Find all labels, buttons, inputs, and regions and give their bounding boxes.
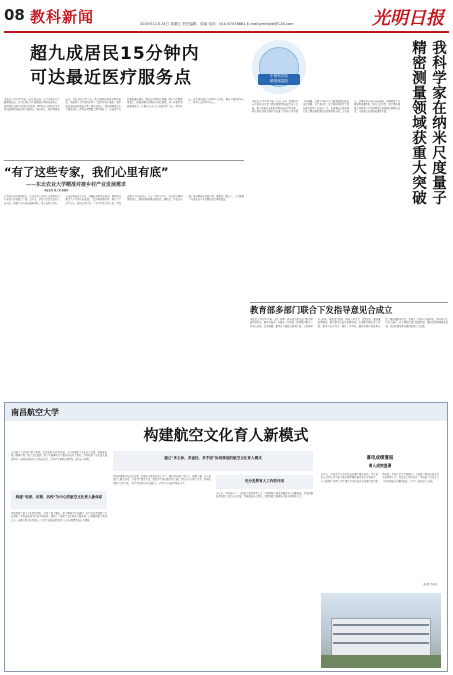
feature-kicker: 南昌航空大学 [11,408,59,417]
sidebar-byline: （孙 辉 尹佳欣） [421,583,439,586]
section-name: 教科新闻 [30,8,95,26]
article-agri-university [4,164,244,314]
section-heading: 充分发挥育人工作的作用 [216,475,313,489]
article-quantum-title: 我科学家在纳米尺度量子 精密测量领域获重大突破 [410,40,446,205]
trees [321,655,441,668]
feature-title: 构建航空文化育人新模式 [143,426,309,444]
precision-institute-badge [252,40,306,94]
article-medical-access [4,36,244,154]
byline: 本报记者 张士英 陈建军 [44,189,69,192]
article-title: “有了这些专家，我们心里有底” [4,165,169,179]
campus-photo [321,593,441,668]
building-window-row [333,633,429,635]
section-heading: 建立“多主体、多途径、多手段”协同推进的航空文化育人模式 [113,451,313,471]
feature-nanchang-aviation [4,402,448,672]
feature-sidebar-body: 近年来，学校学生在各类科技竞赛中屡获佳绩。学生团队在全国大学生航空航天模型锦标赛中获得多项冠军，在“挑战杯”全国大学生课外学术科技作品竞赛中取得优异成绩。学校毕业生中涌现出一大批航空领域的技术骨干和管理人才，深受用人单位好评。学校航空文化育人工作经验被多家媒体报道，产生了良好的社会反响。 [321,473,439,483]
article-title: 超九成居民15分钟内 可达最近医疗服务点 [30,44,200,88]
article-subtitle: ——东北农业大学精准对接乡村产业发展需求 [26,182,127,188]
building-window-row [333,642,429,644]
badge-label: 中国科学院 精准测量院 [258,74,300,85]
date-line: 2020年11月24日 星期五 责任编辑：周南 电话：010-67078881 E-mail:gmrbjkb@126.com [140,22,294,26]
article-ministry-body: 本报北京11月27日电（记者 邓晖）教育部等部门近日联合印发指导意见，要求各地进一步健全工作机制，统筹推进相关工作落实落地。意见明确，要坚持立德树人根本任务，完善协同育人体系，强化部门联动，形成工作合力。意见提出，要加强统筹规划，建立健全常态化协调机制，定期研究解决重大问题；要压实各方责任，细化工作举措，确保各项任务落到实处；要加强督导评估，将相关工作纳入考核体系。教育部有关负责人表示，将会同相关部门加强指导，推动意见精神落地见效，为加快建设教育强国提供有力支撑。 [250,318,448,328]
feature-body: 南昌航空大学秉承“航空报国、追求卓越”的办学传统，充分挖掘航空文化育人资源，构建起以航空精神引领、航空文化浸润、航空实践锤炼为主要内容的育人体系。学校将航空文化融入课程教学、校园活动和社会实践全过程，引导学生厚植家国情怀，树立远大理想。 构建“名师、名课、名校”为中心的航空文化育人新体系 学校组建了航空文化教学团队，开设了航空概论、航空精神等特色课程，编写出版系列航空文化教材。学校依托航空特色学科优势，建设了一批航空文化教育实践基地，定期邀请航空领域专家、英模人物来校作报告，让学生近距离感受航空人的家国情怀和奋斗精神。 建立“多主体、多途径、多手段”协同推进的航空文化育人模式 学校积极整合校内外资源，搭建多方联动的育人平台。通过举办航空文化节、航模大赛、无人机设计大赛等活动，丰富学生课余生活，激发学生探索蓝天的兴趣。学校与多家航空企业、科研院所建立合作关系，为学生提供实习实践机会，让学生在实践中增长才干。 充分发挥育人工作的作用 多年来，学校培养了一大批航空领域优秀人才，为我国航空事业发展作出了重要贡献。学校将继续深化航空文化育人改革，不断创新育人模式，为建设航空强国培养更多高素质人才。 [11,451,313,522]
section-heading: 构建“名师、名课、名校”为中心的航空文化育人新体系 [11,491,107,509]
feature-banner [5,403,447,421]
building-window-row [333,624,429,626]
newspaper-logo: 光明日报 [372,8,444,29]
article-body: 本报北京11月27日电（记者 陈海波）记者从国家卫生健康委获悉，第六次国家卫生服务统计调查结果显示，我国居民就医可及性持续改善，90%以上的居民15分钟内能够到达最近医疗服务点。调查显示，居民两周患病率、住院率均有所上升，医疗服务利用效率明显提高。基层医疗卫生机构承担了大量基本医疗服务，城乡居民就诊选择更加合理。调查还显示，居民健康素养水平稳步提升，慢性病管理覆盖面不断扩大，家庭医生签约服务逐步推开，群众获得感持续增强。国家卫生健康委表示，将继续推进分级诊疗制度建设，进一步提升基层服务能力，让群众在家门口就能看得上病、看得好病。此次调查覆盖全国31个省份，调查户数约9.4万户，样本人口约25.6万人。 [4,98,244,112]
header-rule [4,31,449,33]
divider [4,160,244,161]
page-number: 08 [4,6,25,24]
article-quantum-body: 本报北京11月27日电（记者 齐芳）我国科学家在纳米尺度量子精密测量领域取得重大突破，相关成果日前发表于国际权威学术期刊。研究团队利用金刚石中的氮-空位色心作为量子传感器，实现了对单个分子磁共振谱的高灵敏度探测，为生命科学、化学和材料科学等领域研究提供了全新的工具。该成果标志着我国在量子精密测量领域已跻身国际前列。专家表示，这项技术有望在疾病诊断、药物研发等方面发挥重要作用。研究人员介绍，量子精密测量是利用量子力学原理进行超高精度测量的技术，其灵敏度远超传统测量手段。 [252,100,400,114]
article-body: 在黑龙江省的田间地头，东北农业大学的专家教授们常年奔波在乡村振兴一线。近年来，学校立足龙江农业大省实际，组建了多支科技服务团队，深入农村合作社、家庭农场和龙头企业，开展技术指导与培训，帮助农民解决生产中的实际难题。“过去种地靠经验，现在有了这些专家，我们心里有底。”一位合作社负责人说。学校还建立了科技小院、专家工作站等平台，将实验室搬到田间地头，推动科研成果就地转化。据统计，学校每年推广新品种新技术数百项，服务农户数万户，有力助推了当地农业产业升级和农民增收致富。 [4,195,244,205]
article-ministry-title: 教育部多部门联合下发指导意见合成立 [250,305,393,315]
divider [250,302,448,303]
feature-sidebar-heading: 喜讯成绩喜报 育人成效显著 [366,456,394,468]
